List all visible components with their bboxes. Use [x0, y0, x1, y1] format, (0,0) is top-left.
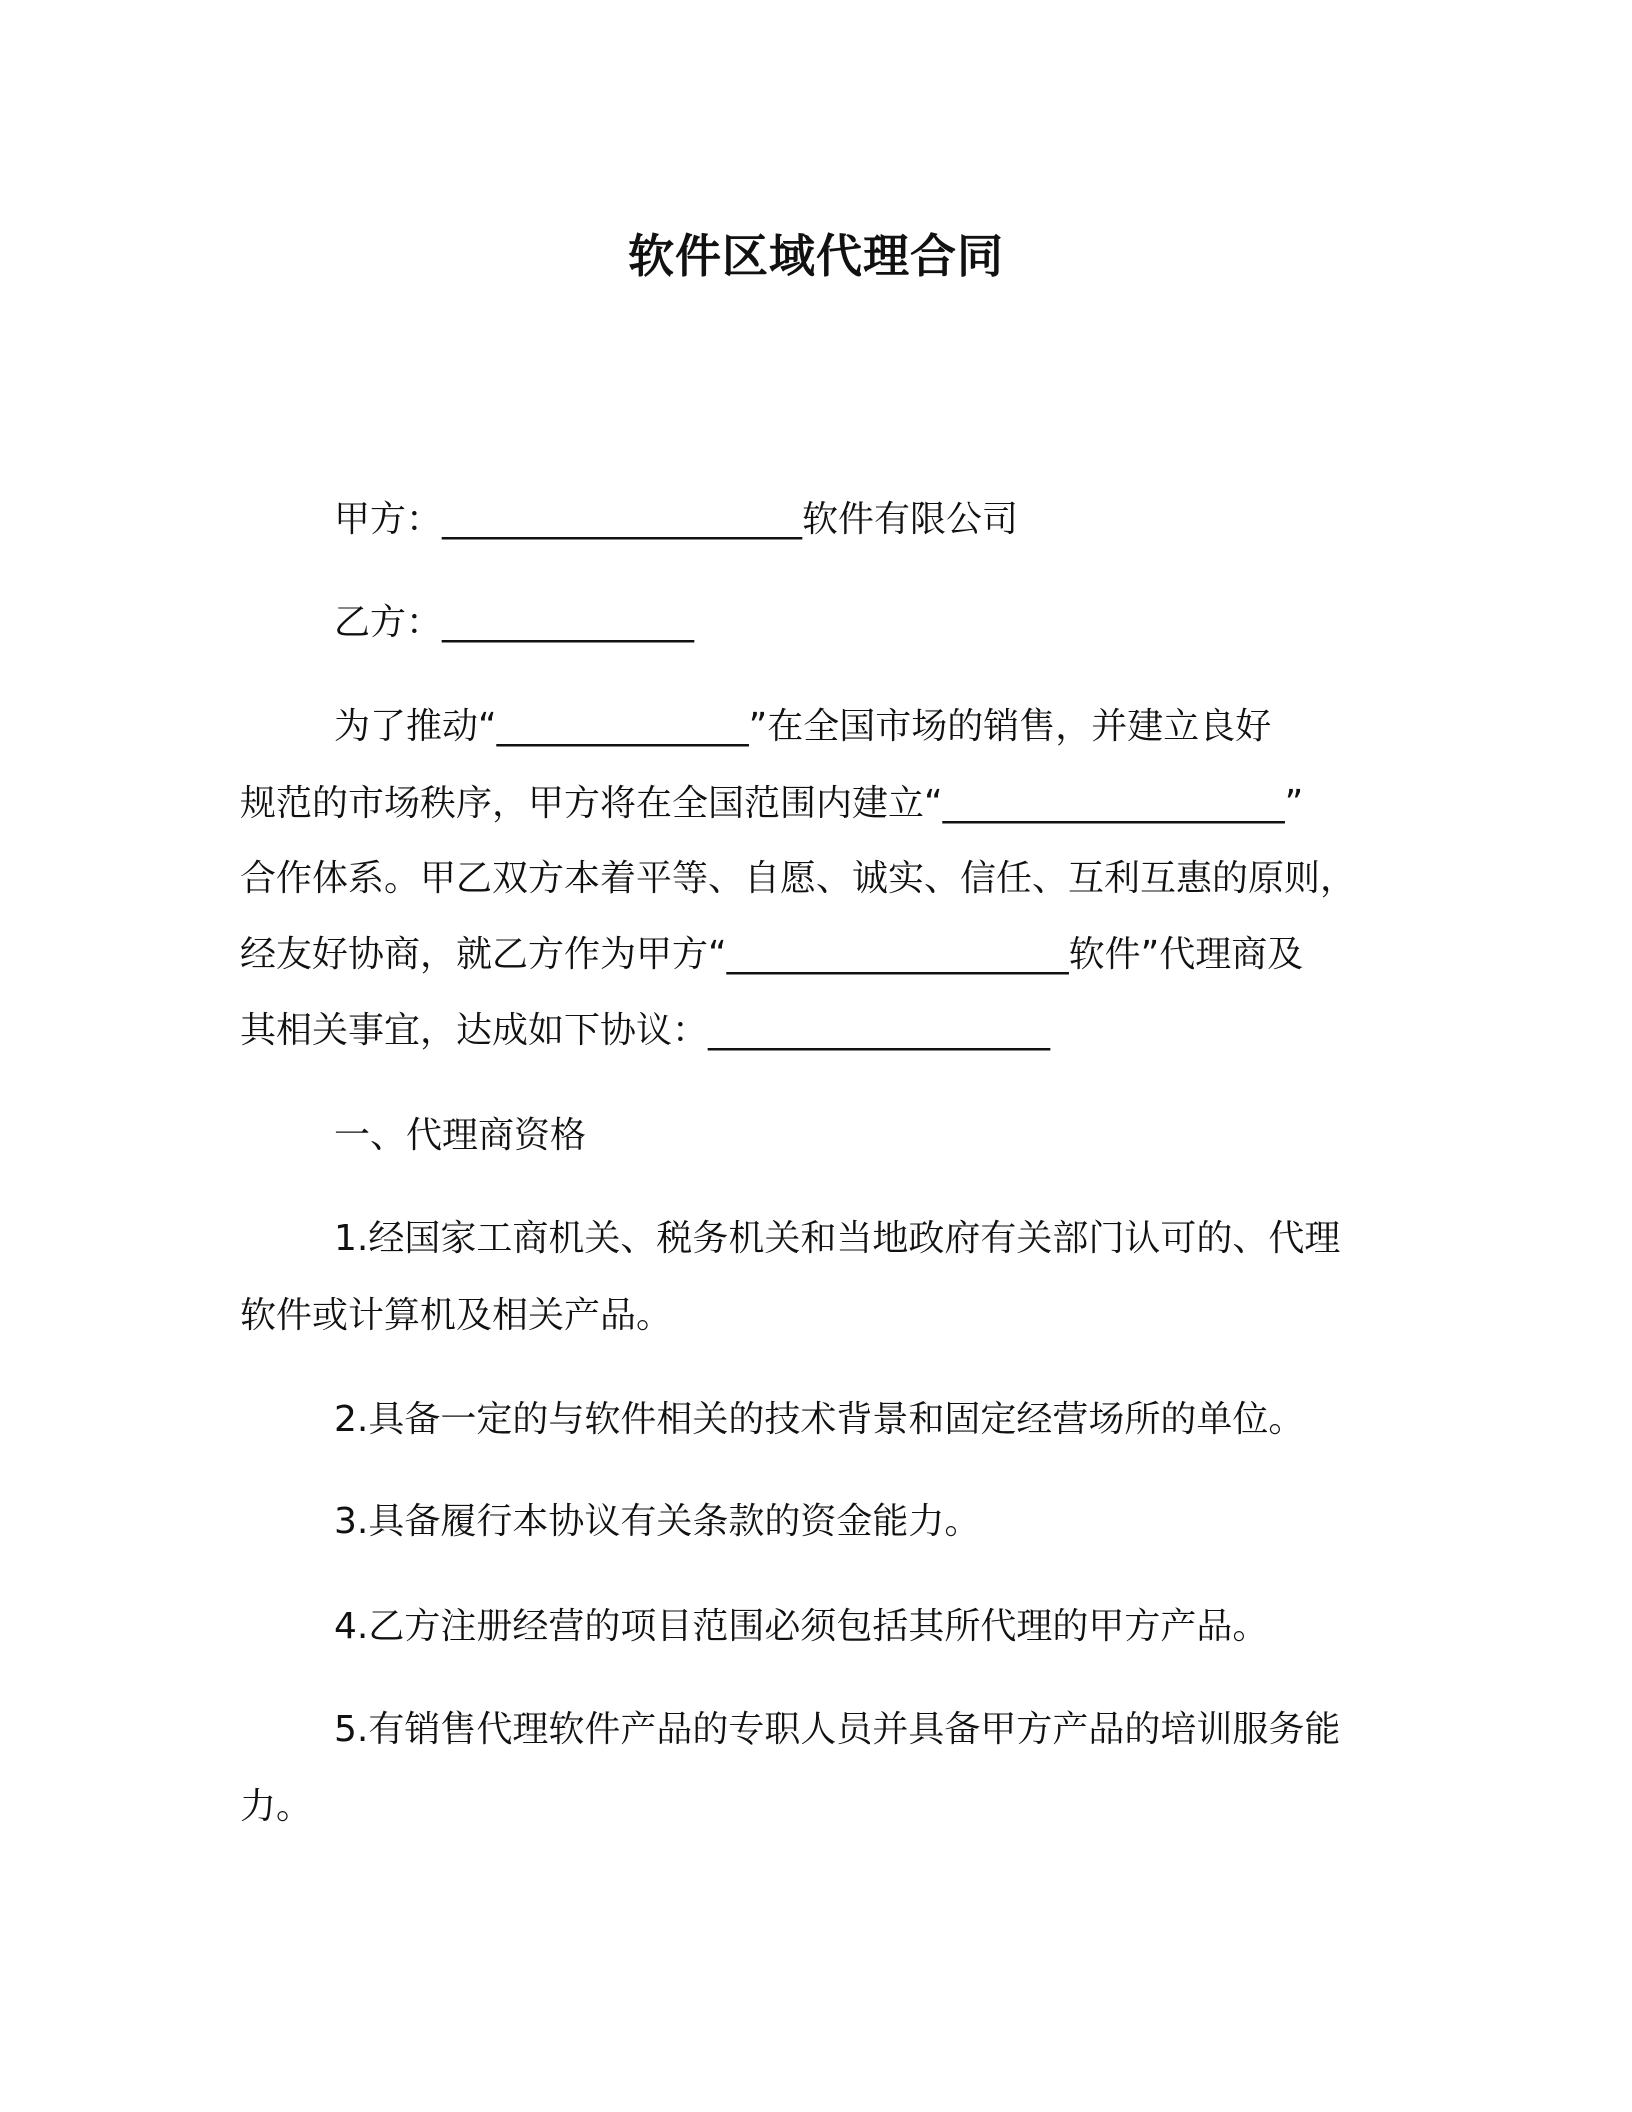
- item-5-line-2: 力。: [240, 1786, 313, 1827]
- item-1-line-2: 软件或计算机及相关产品。: [240, 1295, 673, 1336]
- preamble-line-5: 其相关事宜，达成如下协议：___________________: [240, 1010, 1051, 1051]
- party-a-line: 甲方：____________________软件有限公司: [334, 499, 1019, 540]
- preamble-line-4: 经友好协商，就乙方作为甲方“___________________软件”代理商及: [240, 934, 1304, 975]
- item-3: 3.具备履行本协议有关条款的资金能力。: [334, 1501, 981, 1542]
- preamble-line-1: 为了推动“______________”在全国市场的销售，并建立良好: [334, 706, 1272, 747]
- preamble-line-3: 合作体系。甲乙双方本着平等、自愿、诚实、信任、互利互惠的原则，: [240, 858, 1357, 899]
- document-title: 软件区域代理合同: [628, 229, 1004, 283]
- item-2: 2.具备一定的与软件相关的技术背景和固定经营场所的单位。: [334, 1399, 1305, 1440]
- party-b-line: 乙方：______________: [334, 602, 695, 643]
- preamble-line-2: 规范的市场秩序，甲方将在全国范围内建立“___________________”: [240, 783, 1304, 824]
- item-1-line-1: 1.经国家工商机关、税务机关和当地政府有关部门认可的、代理: [334, 1218, 1341, 1259]
- item-4: 4.乙方注册经营的项目范围必须包括其所代理的甲方产品。: [334, 1606, 1269, 1647]
- item-5-line-1: 5.有销售代理软件产品的专职人员并具备甲方产品的培训服务能: [334, 1709, 1341, 1750]
- section-heading: 一、代理商资格: [334, 1115, 587, 1156]
